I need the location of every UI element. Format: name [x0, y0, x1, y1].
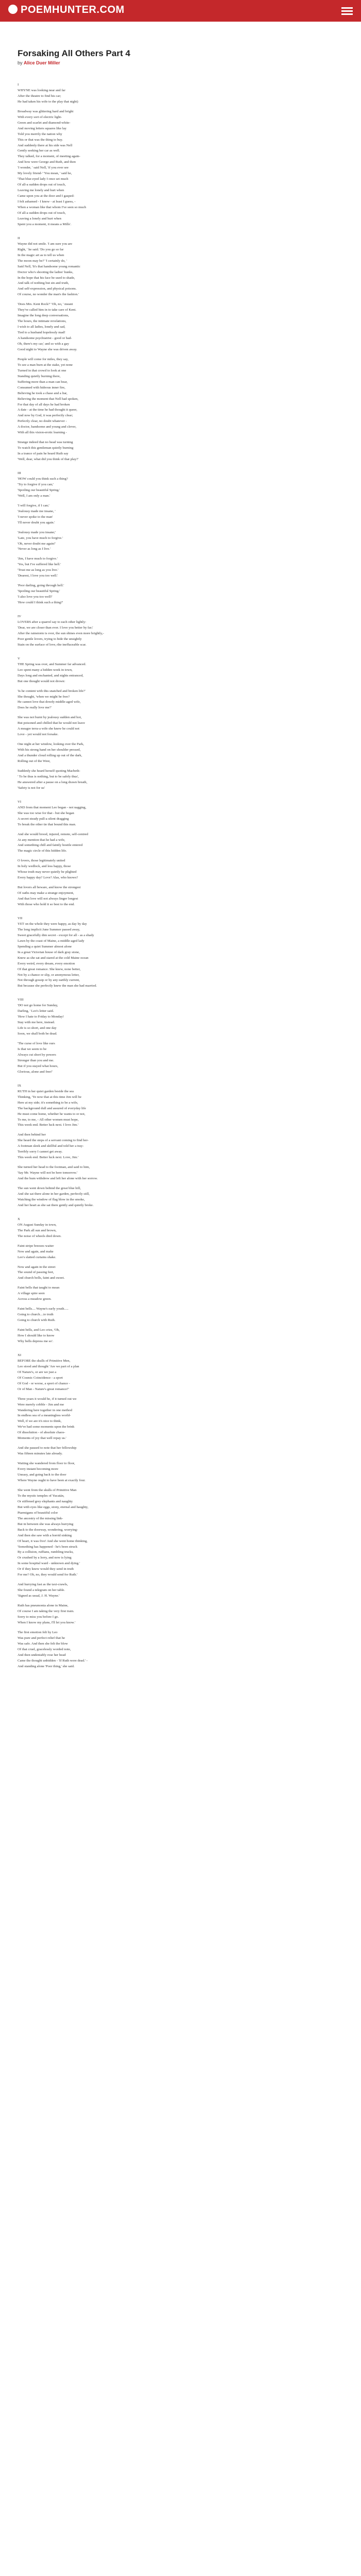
stanza	[18, 88, 337, 105]
poem-line: They've called him in to take care of Kent.	[18, 308, 76, 312]
stanza	[18, 1397, 337, 1442]
poem-line: Of all-a sudden drops out of touch,	[18, 183, 66, 187]
poem-line: 'That blue-eyed lady I once set much	[18, 177, 69, 181]
poem-line: Of oaths may make a strange enjoyment,	[18, 891, 74, 895]
poem-line: Ruth has pneumonia alone in Maine,	[18, 1604, 69, 1608]
poem-line: RUTH in her quiet garden beside the sea	[18, 1089, 74, 1093]
stanza	[18, 1089, 337, 1129]
stanza	[18, 503, 337, 526]
poem-line: Knew as she sat and stared at the cold Maine ocean	[18, 956, 89, 960]
poem-line: 'Dearest, I love you too well.'	[18, 574, 58, 578]
poem-line: And she sat there alone in her garden, perfectly still,	[18, 1192, 90, 1196]
poem-line: We've had some moments upon the brink	[18, 1425, 75, 1429]
stanza	[18, 477, 337, 499]
hamburger-menu-icon[interactable]	[341, 6, 353, 16]
poem-body	[18, 78, 337, 1674]
poem-line: 'Spoiling our beautiful Spring.'	[18, 488, 60, 492]
poem-line: Every happy day? Love? Alas, who knows?	[18, 876, 78, 880]
poem-line: And talk of nothing but sin and truth,	[18, 281, 69, 285]
poem-line: To see a man burn at the stake, yet none	[18, 363, 73, 367]
poem-line: To watch this gentleman quietly burning	[18, 446, 74, 450]
stanza	[18, 440, 337, 463]
poem-line: A secret steady pull-a silent dragging	[18, 817, 69, 821]
poem-line: 'Well, I am only a man.'	[18, 494, 51, 498]
poem-line: The moon may be?' 'I certainly do, '	[18, 259, 67, 263]
poem-line: With every sort of electric light-	[18, 115, 62, 119]
poem-line: Now and again, and make	[18, 1249, 54, 1253]
poem-line: Was safe. And then she felt the blow	[18, 1641, 68, 1646]
poem-line: Sweet gracefully dim secret - except for all - as a shady	[18, 933, 94, 937]
stanza	[18, 1582, 337, 1599]
poem-line: The sun went down behind the great blue hill,	[18, 1187, 81, 1191]
poem-line: In a great Victorian house of dark gray stone,	[18, 950, 80, 954]
stanza	[18, 1265, 337, 1282]
poem-line: 'Say Mr. Wayne will not be here tomorrow.'	[18, 1171, 78, 1175]
poem-line: YET on the whole they were happy, as day by day	[18, 922, 87, 926]
poem-line: And then behind her	[18, 1133, 46, 1137]
poem-line: She was too wise for that - but she began	[18, 811, 74, 815]
poem-line: In the hope that his face be used to shade,	[18, 276, 75, 280]
stanza	[18, 1244, 337, 1261]
poem-line: Of that cruel, gracelessly worded note,	[18, 1647, 71, 1651]
poem-line: Leaving me lonely and hurt when	[18, 189, 64, 193]
poem-line: With those who hold it so best to the end.	[18, 903, 75, 907]
poem-line: One night at her window, looking over the Park,	[18, 742, 84, 747]
poem-line: Suffering more than a man can bear,	[18, 380, 68, 384]
poem-line: AND from that moment Leo began - not nagging,	[18, 805, 87, 809]
poem-line: Of heart, it was five! And she went home thinking,	[18, 1539, 88, 1543]
poem-line: And something chill and faintly hostile entered	[18, 843, 83, 848]
poem-line: Perfectly clear, no doubt whatever -	[18, 419, 68, 423]
poem-line: Going to church....to truth	[18, 1313, 54, 1317]
poem-line: 'I wonder, ' said Nell, 'if you ever see	[18, 166, 69, 170]
poem-line: Three years it would be, if it turned out we	[18, 1397, 77, 1401]
poem-line: 'Spoiling our beautiful Spring.'	[18, 589, 60, 594]
poem-line: 'Trust me as long as you live.'	[18, 568, 59, 572]
poem-line: Or if they knew would they send in truth	[18, 1567, 74, 1571]
poem-line: But if you stayed what hours,	[18, 1064, 58, 1068]
stanza	[18, 1307, 337, 1324]
poem-line: To break the other tie that bound this man.	[18, 822, 76, 826]
poem-line: And standing alone 'Poor thing,' she said.	[18, 1664, 75, 1668]
poem-line: A footman sleek and skillful and told her a tray-	[18, 1144, 84, 1148]
poem-line: At any mention that he had a wife,	[18, 838, 65, 842]
poem-line: Green and scarlet and diamond-white-	[18, 121, 71, 125]
poem-line: Good night to Wayne she was driven away.	[18, 347, 77, 351]
stanza	[18, 1132, 337, 1161]
poem-line: 'I never spoke to the man'	[18, 515, 53, 519]
poem-line: And hurrying fast as the taxi-crawls,	[18, 1583, 68, 1587]
poem-line: A handsome psychiatrist - good or bad-	[18, 336, 72, 341]
poem-line: Sorry to miss you before I go.	[18, 1615, 59, 1619]
poem-line: 'Dear, we are closer than ever. I love you better by far;'	[18, 625, 93, 630]
poem-line: And then she saw with a horrid sinking	[18, 1533, 72, 1537]
poem-line: Consumed with hideous inner fire,	[18, 385, 65, 389]
poem-line: And then undeniably rose her head	[18, 1653, 66, 1657]
poem-line: Waiting she wandered from floor to floor,	[18, 1462, 75, 1466]
stanza	[18, 662, 337, 685]
poem-line: Why bells depress me so'.	[18, 1340, 54, 1343]
poem-line: He cannot love that dowdy middle-aged wife,	[18, 700, 81, 704]
poem-line: Darling, ' Leo's letter said.	[18, 1009, 54, 1013]
poem-line: Terribly sorry I cannot get away.	[18, 1150, 63, 1154]
poem-line: Leo spent many a hidden week in town,	[18, 668, 73, 672]
poem-line: ' To be thus is nothing, but to be safely thus',	[18, 774, 80, 778]
poem-line: Back to the doorway, wondering, worrying-	[18, 1528, 78, 1532]
section-number: IV	[18, 615, 22, 619]
section-number: III	[18, 471, 21, 476]
poem-line: The Park all sun and brown,	[18, 1228, 57, 1232]
poem-line: Leo stood and thought 'Are we part of a plan	[18, 1364, 79, 1368]
poem-line: Thinking, 'Ye now that at this time Jim will be	[18, 1095, 81, 1099]
poem-line: Or of Man - Nature's great romance?'	[18, 1387, 69, 1391]
logo-text: POEMHUNTER.COM	[21, 4, 125, 15]
poem-line: But because she perfectly knew the man she had married.	[18, 984, 97, 988]
poem-line: The background dull and assured of everyday life	[18, 1106, 86, 1110]
poem-line: Gently seeking her car as well.	[18, 149, 60, 153]
poem-line: 'Safety is not for us'	[18, 786, 45, 790]
poem-line: 'Jim, I have much to forgive.'	[18, 557, 58, 561]
poem-line: This week end. Better luck next. I love Jim.'	[18, 1123, 79, 1127]
poem-line: Was pure and perfect relief that he	[18, 1636, 65, 1640]
poem-line: But one thought would not drown:	[18, 679, 65, 683]
stanza	[18, 858, 337, 881]
poem-line: Days long and enchanted, and nights entranced,	[18, 673, 84, 677]
poem-line: Every instant becoming more	[18, 1467, 58, 1471]
poem-line: Tied to a husband hopelessly mad!	[18, 331, 65, 335]
stanza	[18, 922, 337, 989]
poem-line: 'Jealousy made you insane;'	[18, 530, 56, 534]
poem-line: She went from the skulls of Primitive Man	[18, 1488, 77, 1492]
poem-line: Doctor who's shooting the ladies' hunks,	[18, 270, 73, 274]
poem-line: Rolling out of the West,	[18, 759, 51, 764]
poem-line: In holy wedlock, and less happy, those	[18, 865, 71, 869]
poem-line: I felt ashamed - I know - at least I guess, -	[18, 200, 76, 204]
poem-line: Not by a chance or slip, or anonymous letter,	[18, 973, 80, 977]
poem-line: 'DO not go home for Sunday,	[18, 1004, 58, 1008]
poem-line: Going to church with Ruth.	[18, 1318, 56, 1323]
poem-line: LOVERS after a quarrel say to each other lightly:	[18, 620, 86, 624]
poem-line: The hours, the intimate revelations,	[18, 319, 67, 324]
poem-line: 'Well, dear, what did you think of that play?'	[18, 457, 79, 462]
poem-line: Here at my side; it's something to be a wife,	[18, 1100, 78, 1105]
poem-line: Suddenly she heard herself quoting Macbeth-	[18, 769, 80, 773]
stanza	[18, 242, 337, 298]
stanza	[18, 885, 337, 908]
poem-title: Forsaking All Others Part 4	[18, 48, 130, 58]
poem-line: Told you merrily the nation why	[18, 132, 62, 136]
poem-line: In endless sea of a meaningless world-	[18, 1414, 71, 1418]
poem-line: 'Try to forgive if you can;'	[18, 482, 54, 486]
poem-line: Of Cosmic Coincidence - a sport	[18, 1376, 63, 1380]
poem-line: This or that was the thing to buy.	[18, 138, 63, 142]
poem-line: To the mystic temples of Yucatán,	[18, 1494, 64, 1498]
poem-line: Always cut short by powers	[18, 1053, 56, 1057]
poem-line: Where Wayne ought to have been at exactly four.	[18, 1479, 86, 1483]
stanza	[18, 583, 337, 606]
byline-prefix: by	[18, 60, 23, 65]
poem-line: I wish to all ladies, lonely and sad,	[18, 325, 65, 329]
poem-line: Leaving a lonely and hurt when	[18, 216, 61, 221]
poem-line: A village spire seen	[18, 1292, 45, 1296]
poem-line: He must come home, whether he wants to or not,	[18, 1112, 86, 1116]
poem-line: She turned her head to the footman, and said to him,	[18, 1165, 90, 1170]
byline	[18, 60, 60, 65]
poem-line: Turned in that crowd to look at one	[18, 368, 67, 372]
poem-line: Were merely cobble - Jim and me	[18, 1402, 64, 1406]
poem-line: Faint bells that taught to mean	[18, 1286, 60, 1290]
poem-line: They talked, for a moment, of meeting again-	[18, 155, 80, 159]
stanza	[18, 109, 337, 228]
stanza	[18, 1041, 337, 1075]
poem-line: A date - at the time he had thought it queer,	[18, 408, 77, 412]
poem-line: The first emotion felt by Leo	[18, 1630, 58, 1634]
poem-line: And her heart as she sat there gently and quietly broke.	[18, 1203, 94, 1207]
poem-line: 'Something has happened - he's been struck	[18, 1545, 78, 1549]
poem-line: Came the thought unbidden - 'If Ruth were dead.' -	[18, 1658, 88, 1663]
poem-line: For me? Oh, no, they would send for Ruth.'	[18, 1573, 78, 1577]
poem-line: And how were George and Ruth, and then	[18, 160, 76, 164]
stanza	[18, 769, 337, 791]
poem-line: But in between she was always hurrying	[18, 1522, 74, 1526]
section-number: I	[18, 83, 19, 87]
poem-line: When a woman like that whom I've seen so much	[18, 206, 86, 210]
stanza	[18, 689, 337, 711]
section-number: IX	[18, 1083, 22, 1088]
poem-line: 'I will forgive, if I can;'	[18, 503, 50, 507]
poem-line: Wayne did not smile. 'I am sure you are	[18, 242, 72, 246]
stanza	[18, 620, 337, 648]
stanza	[18, 1630, 337, 1670]
poem-line: Of Nature's, or are we just a	[18, 1370, 56, 1374]
poem-line: After the theatre to find his car;	[18, 94, 61, 98]
stanza	[18, 1359, 337, 1393]
poem-line: Moments of joy that well repay us.'	[18, 1436, 67, 1440]
poem-line: Came upon you at the door and I gasped-	[18, 194, 75, 198]
stanza	[18, 1488, 337, 1578]
poem-line: 'I'll never doubt you again.'	[18, 520, 55, 524]
poem-line: THE Spring was over, and Summer far advanced.	[18, 662, 86, 666]
stanza	[18, 357, 337, 436]
section-number: V	[18, 656, 20, 660]
poem-line: But with eyes like eggs, stony, eternal and haughty,	[18, 1505, 89, 1509]
poem-line: Or stiffened grey elephants and naughty	[18, 1499, 73, 1503]
poem-line: Across a meadow green.	[18, 1297, 52, 1301]
poem-line: WHYNE was looking near and far	[18, 88, 65, 92]
stanza	[18, 832, 337, 855]
poem-line: 'Jealousy made me insane, '	[18, 509, 56, 513]
poem-line: Poor gentle lovers, trying to hide the unsightly	[18, 637, 82, 641]
poem-line: Faint bells, and Leo cries, 'Oh,	[18, 1328, 60, 1332]
poem-line: People will come for miles, they say,	[18, 357, 69, 361]
poem-line: A meagre terra-a wife she knew he could not	[18, 727, 79, 731]
section-number: XI	[18, 1353, 22, 1357]
poem-line: 'Oh, never doubt me again!'	[18, 541, 56, 546]
poem-line: Spending a quiet Summer almost alone	[18, 944, 72, 948]
poem-line: Of God - or worse, a sport of chance -	[18, 1381, 70, 1385]
poem-line: 'Never as long as I live.'	[18, 547, 51, 551]
poem-line: And she paused to note that her fellowship	[18, 1446, 77, 1450]
section-number: VI	[18, 800, 22, 804]
stanza	[18, 1603, 337, 1626]
poem-line: 'I also love you too well!'	[18, 595, 53, 599]
poem-line: 'HOW could you think such a thing?	[18, 477, 68, 481]
poem-line: And self-expression, and physical poisons.	[18, 287, 77, 291]
poem-line: He had taken his wife to the play that night)	[18, 99, 78, 104]
poem-line: In the magic art as to tell us when	[18, 253, 64, 257]
poem-line: Does he really love me?'	[18, 706, 52, 710]
poem-line: But lovers all beware, and know the strongest	[18, 886, 81, 890]
poem-line: 'Late, you have much to forgive.'	[18, 536, 63, 540]
poem-line: 'Signed as usual, J. H. Wayne.'	[18, 1594, 60, 1598]
author-link[interactable]: Alice Duer Miller	[24, 60, 60, 65]
stanza	[18, 715, 337, 738]
poem-line: Wandering here together in one method	[18, 1408, 72, 1412]
poem-line: In a trance of pain he heard Ruth say	[18, 452, 69, 456]
poem-line: 'How I hate to Friday to Monday!	[18, 1015, 64, 1019]
stanza	[18, 530, 337, 553]
poem-line: And suddenly there at his side was Nell	[18, 143, 73, 147]
poem-line: Oh, there's my car,' and so with a gay	[18, 342, 69, 346]
stanza	[18, 1223, 337, 1240]
poem-line: The long implicit June Summer passed away,	[18, 927, 80, 931]
poem-line: My lovely friend-' 'You mean, ' said he,	[18, 172, 72, 176]
poem-line: Ptarmigans of beautiful color	[18, 1511, 58, 1515]
poem-line: With his strong hand on her shoulder pressed,	[18, 748, 81, 752]
poem-line: Watching the window of flag blow in the smoke,	[18, 1197, 85, 1201]
poem-line: And she would brood, injured, remote, self-centred	[18, 832, 88, 836]
poem-line: And the hum withdrew and left her alone with her sorrow.	[18, 1177, 98, 1181]
poem-line: Of that great romance. She knew, none better,	[18, 967, 81, 971]
poem-line: Or crushed by a lorry, and now is lying	[18, 1556, 72, 1560]
poem-line: Faint bells.... Wayne's early youth.....	[18, 1307, 69, 1311]
poem-line: O lovers, those legitimately united	[18, 859, 65, 863]
poem-line: Not through gossip or by any earthly current,	[18, 978, 80, 982]
poem-line: With all this vision-erotic learning -	[18, 431, 67, 435]
poem-line: Of course I am taking the very first train.	[18, 1609, 74, 1614]
poem-line: Soon, we shall both be dead.	[18, 1032, 57, 1036]
poem-line: This week end. Better luck next. Love, Jim.'	[18, 1156, 79, 1160]
stanza	[18, 742, 337, 765]
poem-line: Was fifteen minutes late already.	[18, 1452, 63, 1456]
poem-line: 'Is he content with this snatched and broken life?'	[18, 689, 86, 693]
poem-line: Said Nell, 'It's that handsome young romantic	[18, 264, 80, 268]
poem-line: After the rainstorm is over, the sun shines even more brightly,-	[18, 631, 104, 635]
poem-line: 'How could I think such a thing?'	[18, 601, 63, 605]
poem-line: 'Yes, but I've suffered like hell.'	[18, 563, 61, 567]
poem-line: She heard the steps of a servant coming to find her-	[18, 1139, 89, 1143]
poem-line: Leo's slatted curtains shake.	[18, 1255, 56, 1259]
poem-line: Love - yet would not forsake.	[18, 733, 59, 737]
section-number: II	[18, 236, 20, 240]
poem-line: And church bells, faint and sweet.	[18, 1276, 65, 1280]
poem-line: She thought, 'when we might be free?	[18, 694, 70, 699]
poem-line: Glorious, alone and free!'	[18, 1070, 53, 1074]
poem-line: Imagine the long deep conversations,	[18, 314, 69, 318]
poem-line: Now and again in the street	[18, 1265, 56, 1269]
poem-line: And moving letters squares like lay	[18, 126, 67, 130]
poem-line: For that day of all days he had broken	[18, 402, 70, 406]
poem-line: By a collision, ruffians, rumbling trucks,	[18, 1550, 74, 1554]
poem-line: The sound of passing feet,	[18, 1270, 54, 1275]
poem-line: A doctor, handsome and young and clever,	[18, 425, 76, 429]
section-number: X	[18, 1217, 20, 1221]
poem-line: The magic circle of this hidden life.	[18, 849, 67, 853]
poem-line: Lawn by the coast of Maine, a middle-aged lady	[18, 939, 85, 943]
poem-line: Stain on the surface of love,-the ineffaceable scar.	[18, 642, 87, 647]
poem-line: Of all-a sudden drops out of touch,	[18, 211, 66, 215]
poem-line: Uneasy, and going back to the door	[18, 1473, 67, 1477]
poem-line: How I should like to know	[18, 1334, 55, 1338]
poem-line: The noise of wheels died down.	[18, 1234, 62, 1238]
poem-line: The ancestry of the missing link-	[18, 1516, 63, 1520]
poem-line: Is that we seem to be	[18, 1047, 47, 1052]
stanza	[18, 1446, 337, 1457]
poem-line: He answered after a pause on a long drawn breath,	[18, 780, 88, 784]
poem-line: When I know my plans, I'll let you know.'	[18, 1620, 75, 1624]
poem-line: But poisoned and chilled that he would not leave	[18, 721, 85, 725]
poem-line: BEFORE the skulls of Primitive Men,	[18, 1359, 71, 1363]
poem-line: 'Does Mrs. Kent Rock?' 'Oh, no, ' meant	[18, 302, 73, 307]
poem-line: 'The curse of love like ours	[18, 1042, 55, 1046]
poem-line: In some hospital ward - unknown and dying.'	[18, 1562, 80, 1566]
stanza	[18, 1328, 337, 1345]
stanza	[18, 1461, 337, 1484]
poem-line: Standing quietly burning there,	[18, 374, 61, 378]
poem-line: Well, if we are it's nice to think,	[18, 1419, 62, 1423]
poem-line: Every weird, every dream, every emotion	[18, 961, 75, 965]
poem-line: Believing he took a chase and a liar,	[18, 391, 68, 395]
poem-line: Stay with me here, instead.	[18, 1021, 55, 1025]
site-header	[0, 0, 361, 22]
stanza	[18, 1003, 337, 1037]
poem-line: To me, to me, - All other women must hope,	[18, 1117, 79, 1122]
poem-line: Believing the moment that Nell had spoken,	[18, 397, 78, 401]
poem-line: Of dissolution - of absolute chaos-	[18, 1431, 65, 1435]
poem-line: And a thunder cloud rolling up out of the dark,	[18, 754, 83, 758]
poem-line: And now by God, it was perfectly clear;	[18, 414, 73, 418]
poem-line: She found a telegram on her table.	[18, 1588, 65, 1592]
stanza	[18, 1186, 337, 1209]
stanza	[18, 556, 337, 579]
poem-line: Spent you a moment, it means a Mills'.	[18, 222, 72, 226]
poem-line: Whose truth may never quietly be plighted	[18, 870, 77, 874]
poem-line: Life is so short, and one day	[18, 1026, 57, 1030]
stanza	[18, 302, 337, 353]
poem-line: She was not burnt by jealousy sudden and hot,	[18, 716, 82, 720]
poem-line: 'Poor darling, going through hell.'	[18, 584, 64, 588]
poem-line: Stronger than you and me.	[18, 1058, 54, 1062]
poem-line: And that love will not always linger longest	[18, 897, 78, 901]
poem-line: Of course, no wonder the man's the fashion.'	[18, 293, 79, 297]
poem-line: Strange indeed that no head was turning	[18, 440, 73, 445]
poem-line: Broadway was glittering hard and bright	[18, 109, 74, 113]
site-logo[interactable]	[8, 4, 124, 16]
section-number: VIII	[18, 998, 24, 1002]
stanza	[18, 1165, 337, 1182]
stanza	[18, 805, 337, 828]
logo-mark-icon	[8, 5, 18, 14]
stanza	[18, 1285, 337, 1302]
poem-line: Right, ' he said. 'Do you go so far	[18, 247, 64, 251]
poem-line: Faint stripe breezes waiter	[18, 1244, 54, 1248]
poem-line: ON August Sunday in town,	[18, 1223, 57, 1227]
section-number: VII	[18, 917, 23, 920]
